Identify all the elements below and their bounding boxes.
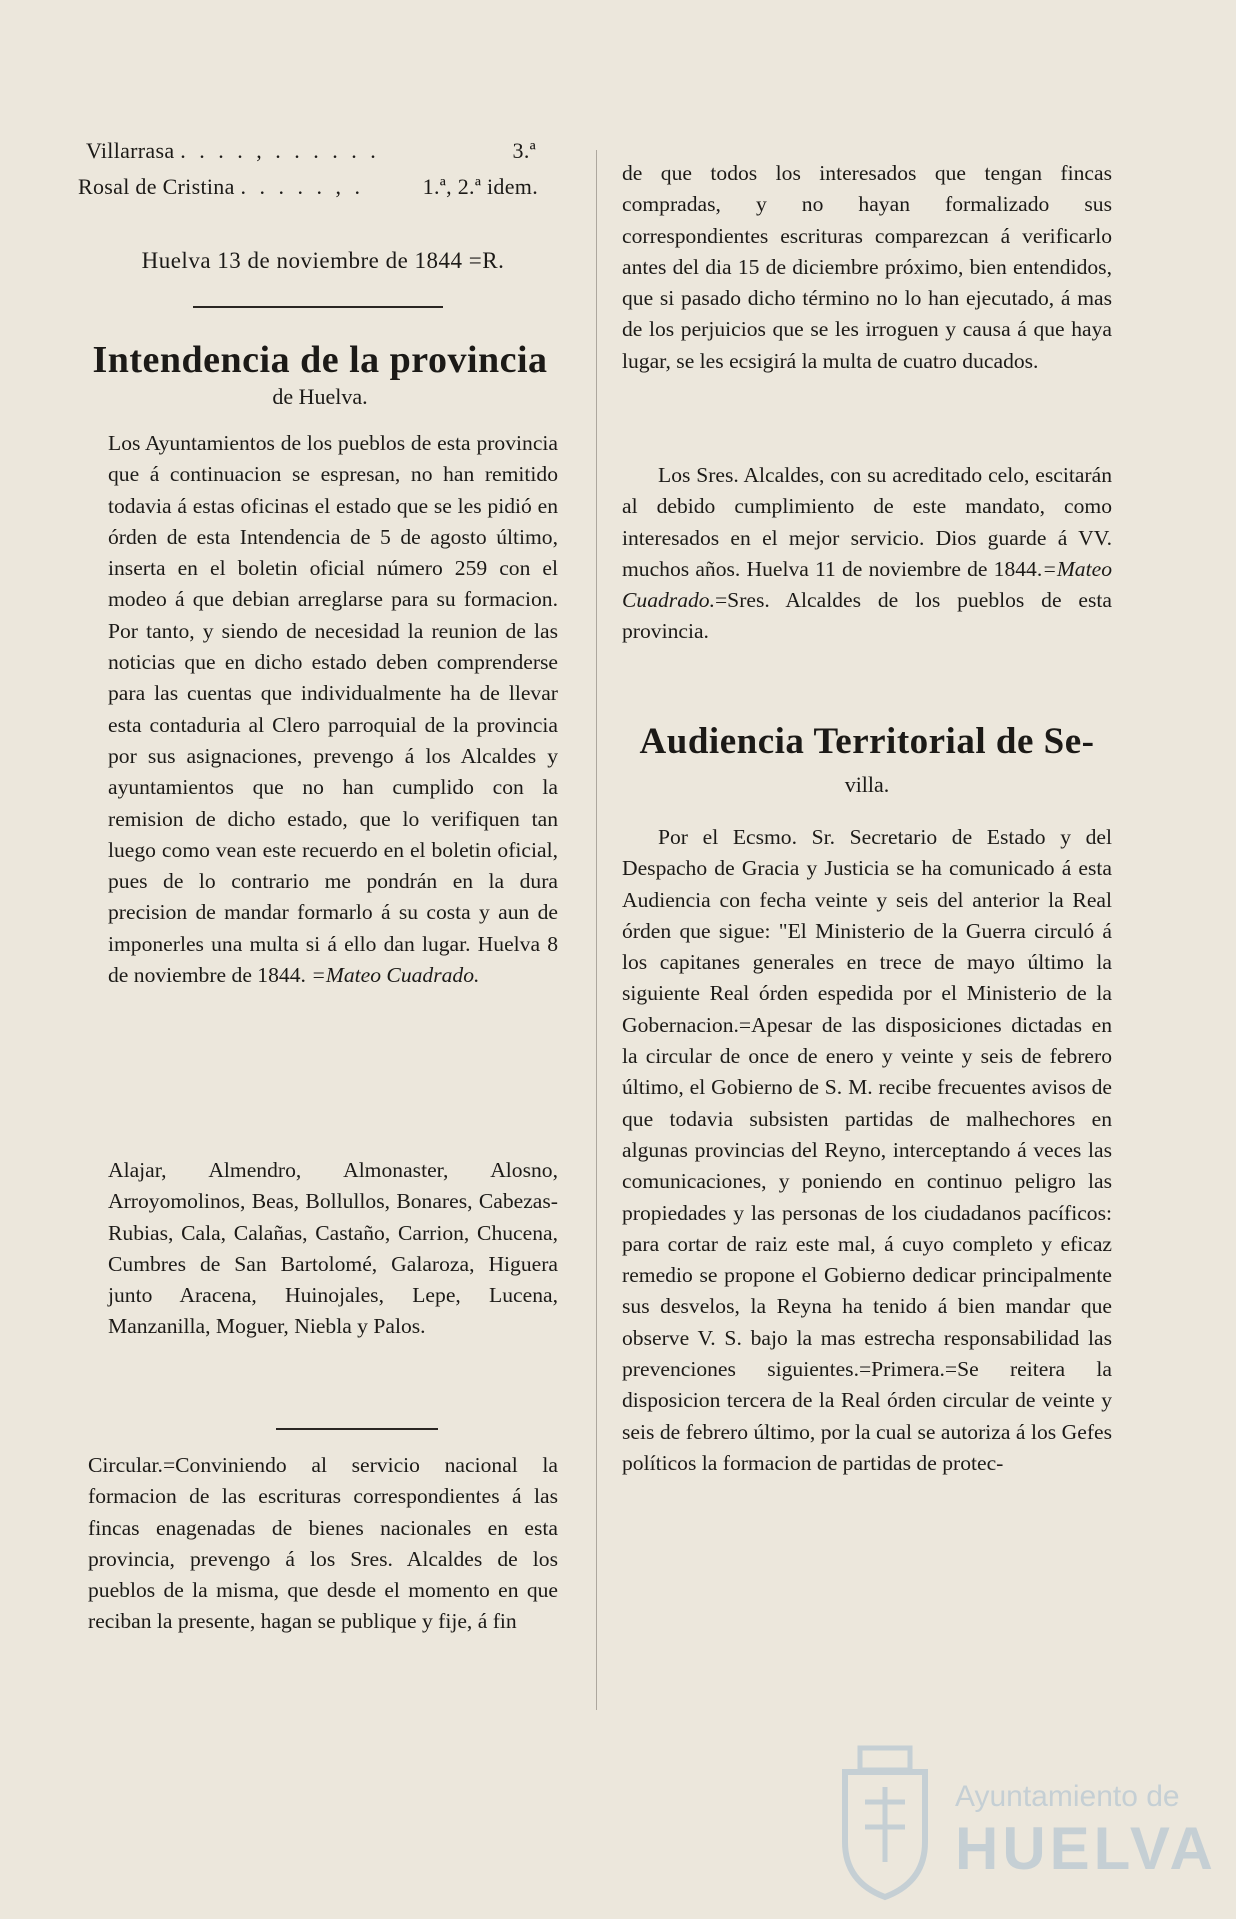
- paragraph-text: Los Ayuntamientos de los pueblos de esta provincia que á continuacion se espresan, no han remitido todavia á estas oficinas el estado que se les pidió en órden de esta Intendencia de 5 de agosto último, inserta en el boletin oficial número 259 con el modeo á que debian arreglarse para su formacion. Por tanto, y siendo de necesidad la reunion de las noticias que en dicho estado deben comprenderse para las cuentas que individualmente ha de llevar esta contaduria al Clero parroquial de la provincia por sus asignaciones, prevengo á los Alcaldes y ayuntamientos que no han cumplido con la remision de dicho estado, que lo verifiquen tan luego como vean este recuerdo en el boletin oficial, pues de lo contrario me pondrán en la dura precision de mandar formarlo á su costa y aun de imponerles una multa si á ello dan lugar. Huelva 8 de noviembre de 1844.: [108, 431, 558, 988]
- paragraph: Circular.=Conviniendo al servicio nacional la formacion de las escrituras correspondientes á las fincas enagenadas de bienes nacionales en esta provincia, prevengo á los Sres. Alcaldes de los pueblos de la misma, que desde el momento en que reciban la presente, hagan se publique y fije, á fin: [88, 1453, 558, 1634]
- paragraph-text: Los Sres. Alcaldes, con su acreditado celo, escitarán al debido cumplimiento de este mandato, como interesados en el mejor servicio. Dios guarde á VV. muchos años. Huelva 11 de noviembre de 1844.: [622, 463, 1112, 581]
- section-subheading: villa.: [844, 772, 890, 797]
- section-rule: [276, 1428, 438, 1430]
- list-row-dots: . . . . . , .: [240, 174, 364, 199]
- watermark-line-2: HUELVA: [955, 1815, 1217, 1882]
- paragraph: Alajar, Almendro, Almonaster, Alosno, Arroyomolinos, Beas, Bollullos, Bonares, Cabezas-Rubias, Cala, Calañas, Castaño, Carrion, Chucena, Cumbres de San Bartolomé, Galaroza, Higuera junto Aracena, Huinojales, Lepe, Lucena, Manzanilla, Moguer, Niebla y Palos.: [108, 1158, 558, 1339]
- list-row: [78, 174, 558, 200]
- column-divider: [596, 150, 597, 1710]
- paragraph: [108, 428, 558, 991]
- paragraph: [622, 460, 1112, 648]
- paragraph-text: =Sres. Alcaldes de los pueblos de esta provincia.: [622, 588, 1112, 644]
- watermark: [815, 1742, 1215, 1902]
- section-rule: [193, 306, 443, 308]
- section-subheading: de Huelva.: [272, 384, 368, 409]
- list-row-value: 1.ª, 2.ª idem.: [422, 174, 538, 199]
- section-heading: Audiencia Territorial de Se-: [639, 721, 1095, 762]
- list-row-name: Villarrasa: [86, 138, 175, 163]
- list-row: [86, 138, 556, 164]
- right-column: [622, 0, 1112, 1919]
- signature: =Mateo Cuadrado.: [622, 556, 1112, 613]
- list-row-dots: . . . . , . . . . . .: [180, 138, 380, 163]
- paragraph: Por el Ecsmo. Sr. Secretario de Estado y del Despacho de Gracia y Justicia se ha comunicado á esta Audiencia con fecha veinte y seis del anterior la Real órden que sigue: "El Ministerio de la Guerra circuló á los capitanes generales en trece de mayo último la siguiente Real órden espedida por el Ministerio de la Gobernacion.=Apesar de las disposiciones dictadas en la circular de once de enero y veinte y seis de febrero último, el Gobierno de S. M. recibe frecuentes avisos de que todavia subsisten partidas de malhechores en algunas provincias del Reyno, interceptando á veces las comunicaciones, y poniendo en continuo peligro las propiedades y las personas de los ciudadanos pacíficos: para cortar de raiz este mal, á cuyo completo y eficaz remedio se propone el Gobierno dedicar principalmente sus desvelos, la Reyna ha tenido á bien mandar que observe V. S. bajo la mas estrecha responsabilidad las prevenciones siguientes.=Primera.=Se reitera la disposicion tercera de la Real órden circular de veinte y seis de febrero último, por la cual se autoriza á los Gefes políticos la formacion de partidas de protec-: [622, 825, 1112, 1475]
- signature: =Mateo Cuadrado.: [311, 963, 480, 988]
- paragraph: de que todos los interesados que tengan fincas compradas, y no hayan formalizado sus correspondientes escrituras comparezcan á verificarlo antes del dia 15 de diciembre próximo, bien entendidos, que si pasado dicho término no lo han ejecutado, á mas de los perjuicios que se les irroguen y causa á que haya lugar, se les ecsigirá la multa de cuatro ducados.: [622, 161, 1112, 373]
- list-row-name: Rosal de Cristina: [78, 174, 235, 199]
- section-heading: Intendencia de la provincia: [92, 339, 548, 381]
- list-row-value: 3.ª: [512, 138, 536, 163]
- coat-of-arms-icon: [825, 1742, 945, 1902]
- left-column: [78, 0, 562, 1919]
- dateline: Huelva 13 de noviembre de 1844 =R.: [141, 248, 505, 273]
- watermark-line-1: Ayuntamiento de: [955, 1780, 1180, 1813]
